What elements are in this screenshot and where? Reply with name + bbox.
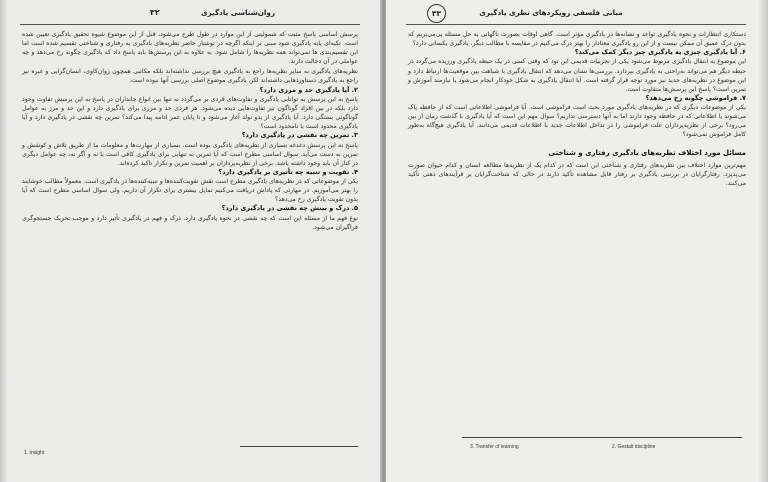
right-running-head: مبانی فلسفی رویکردهای نظری یادگیری — [479, 8, 623, 17]
right-footnote-area — [462, 437, 742, 474]
paragraph: یکی از موضوعات دیگری که در نظریه‌های یادگیری مورد بحث است فراموشی است. آیا فراموشی اطلاعاتی است که از حافظه پاک می‌شوند یا اطلاعاتی که در حافظه وجود دارند اما به آنها دسترسی نداریم؟ سوال مهم این است که آیا یادگیری با گذشت زمان از بین می‌رود؟ برخی از نظریه‌پردازان علت فراموشی را در تداخل اطلاعات جدید با اطلاعات قدیمی می‌دانند. آیا یادگیری هیچ‌گاه به‌طور کامل فراموش نمی‌شود؟ — [408, 104, 746, 139]
right-page-number: ۳۳ — [427, 4, 446, 23]
left-page — [0, 0, 382, 482]
right-page — [386, 0, 768, 482]
paragraph: یکی از موضوعاتی که در نظریه‌های یادگیری مطرح است نقش تقویت‌کننده‌ها و تنبیه‌کننده‌ها در یادگیری است. معمولاً مطالب خوشایند را بهتر می‌آموزیم. در مهارتی که پاداش دریافت می‌کنیم تمایل بیشتری برای تکرار آن داریم. ولی سوال اساسی مطرح است که آیا بدون تقویت یادگیری رخ می‌دهد؟ — [22, 178, 358, 204]
paragraph: مهم‌ترین موارد اختلاف بین نظریه‌های رفتاری و شناختی این است که در کدام یک از نظریه‌ها مطالعه انسان و کدام حیوان صورت می‌پذیرد. رفتارگرایان در بررسی یادگیری بر رفتار قابل مشاهده تأکید دارند در حالی که شناخت‌گرایان بر فرآیندهای ذهنی تأکید می‌کنند. — [408, 161, 746, 187]
right-body-text — [408, 30, 746, 188]
question-heading: ۶. آیا یادگیری چیزی به یادگیری چیز دیگر کمک می‌کند؟ — [574, 48, 746, 57]
question-heading: ۴. تقویت و تنبیه چه تأثیری بر یادگیری دارد؟ — [218, 167, 358, 176]
question-heading: ۵. درک و بینش چه نقشی در یادگیری دارد؟ — [221, 204, 358, 213]
left-footnote: 1. Insight — [24, 450, 45, 456]
page-edge-shadow — [758, 0, 768, 482]
paragraph: نظریه‌های یادگیری به سایر نظریه‌ها راجع به یادگیری هیچ بررسی نداشته‌اند بلکه مکاتبی همچون روان‌کاوی، انسان‌گرایی و غیره نیز راجع به یادگیری دستاوردهایی داشته‌اند لکن یادگیری موضوع اصلی بررسی آنها نبوده است. — [22, 68, 358, 85]
paragraph: نوع فهم ما از مسئله این است که چه نقشی در نحوه یادگیری دارد. درک و فهم در یادگیری تأثیر دارد و موجب تحریک جستجوگری فراگیران می‌شود. — [22, 214, 358, 231]
question-heading: ۳. تمرین چه نقشی در یادگیری دارد؟ — [241, 131, 358, 140]
right-footnote-1: 3. Transfer of learning — [470, 444, 519, 450]
paragraph: پاسخ به این پرسش دغدغه بسیاری از نظریه‌های یادگیری بوده است. بسیاری از مهارت‌ها و معلومات ما از طریق تلاش و کوشش و تمرین به دست می‌آید. سوال اساسی مطرح است که آیا تمرین به تنهایی برای یادگیری کافی است یا نه و اگر نه، چه عوامل دیگری در کنار آن باید وجود داشته باشد. برخی از نظریه‌پردازان بر اهمیت تمرین و تکرار تاکید کرده‌اند. — [22, 141, 358, 167]
left-body-text — [22, 30, 358, 232]
section-heading: مسائل مورد اختلاف نظریه‌های یادگیری رفتاری و شناختی — [548, 148, 746, 157]
right-header-rule — [406, 24, 746, 25]
paragraph: این موضوع به انتقال یادگیری مربوط می‌شود یکی از تجربیات قدیمی این بود که وقتی کسی در یک حیطه یادگیری ورزیده می‌گردد در حیطه دیگر هم می‌تواند به‌راحتی به یادگیری بپردازد. بررسی‌ها نشان می‌دهد که انتقال یادگیری با شباهت بین موقعیت‌ها ارتباط دارد و این موضوع در نظریه‌های جدید نیز مورد توجه قرار گرفته است. آیا انتقال یادگیری به شکل خودکار انجام می‌شود یا نیازمند آموزش و تمرین است؟ پاسخ این پرسش‌ها متفاوت است. — [408, 58, 746, 93]
left-header-rule — [20, 24, 360, 25]
left-running-head: روان‌شناسی یادگیری — [200, 8, 275, 17]
left-page-number: ۳۲ — [150, 8, 160, 17]
right-footnote-2: 2. Gestalt discipline — [612, 444, 656, 450]
paragraph: پاسخ به این پرسش به توانایی یادگیری و تفاوت‌های فردی بر می‌گردد نه تنها بین انواع جانداران در پاسخ به این پرسش تفاوت وجود دارد بلکه در بین افراد گوناگون نیز تفاوت‌هایی دیده می‌شود. هر فردی حد و مرزی برای یادگیری دارد و این حد و مرز به عوامل گوناگونی بستگی دارد. آیا یادگیری از بدو تولد آغاز می‌شود و تا پایان عمر ادامه پیدا می‌کند؟ تمرین چه نقشی در یادگیری دارد و آیا یادگیری محدود است یا نامحدود است؟ — [22, 95, 358, 131]
question-heading: ۲. آیا یادگیری حد و مرزی دارد؟ — [259, 85, 358, 94]
paragraph: پرسش اساسی پاسخ مثبت که شمولیتی از این موارد در طول طرح می‌شود، قبل از این موضوع شیوه تحقیق یادگیری تعیین شده است. تکیه‌ای پایه یادگیری شود مبنی بر اینکه اگرچه در نوشتار حاضر نظریه‌های یادگیری به رفتاری و شناختی تقسیم شده است اما این تقسیم‌بندی ها نمی‌تواند همه نظریه‌ها را شامل شود. به علاوه به این پرسش‌ها باید پاسخ داد که یادگیری چگونه رخ می‌دهد و چه عواملی در آن دخالت دارند. — [22, 31, 358, 66]
paragraph: دستکاری انتظارات و نحوه یادگیری تواعد و نشانه‌ها در یادگیری مؤثر است. گاهی اوقات بصورت ناگهانی به حل مسئله پی‌می‌بریم که بدون درک عمیق آن ممکن نیست و از این رو یادگیری معنادار را بهتر درک می‌کنیم در مقایسه با مطالب دیگر، یادگیری یکسانی دارد؟ — [408, 31, 746, 48]
page-edge-shadow — [0, 0, 8, 482]
left-footnote-rule — [240, 446, 358, 447]
question-heading: ۷. فراموشی چگونه رخ می‌دهد؟ — [645, 93, 746, 102]
